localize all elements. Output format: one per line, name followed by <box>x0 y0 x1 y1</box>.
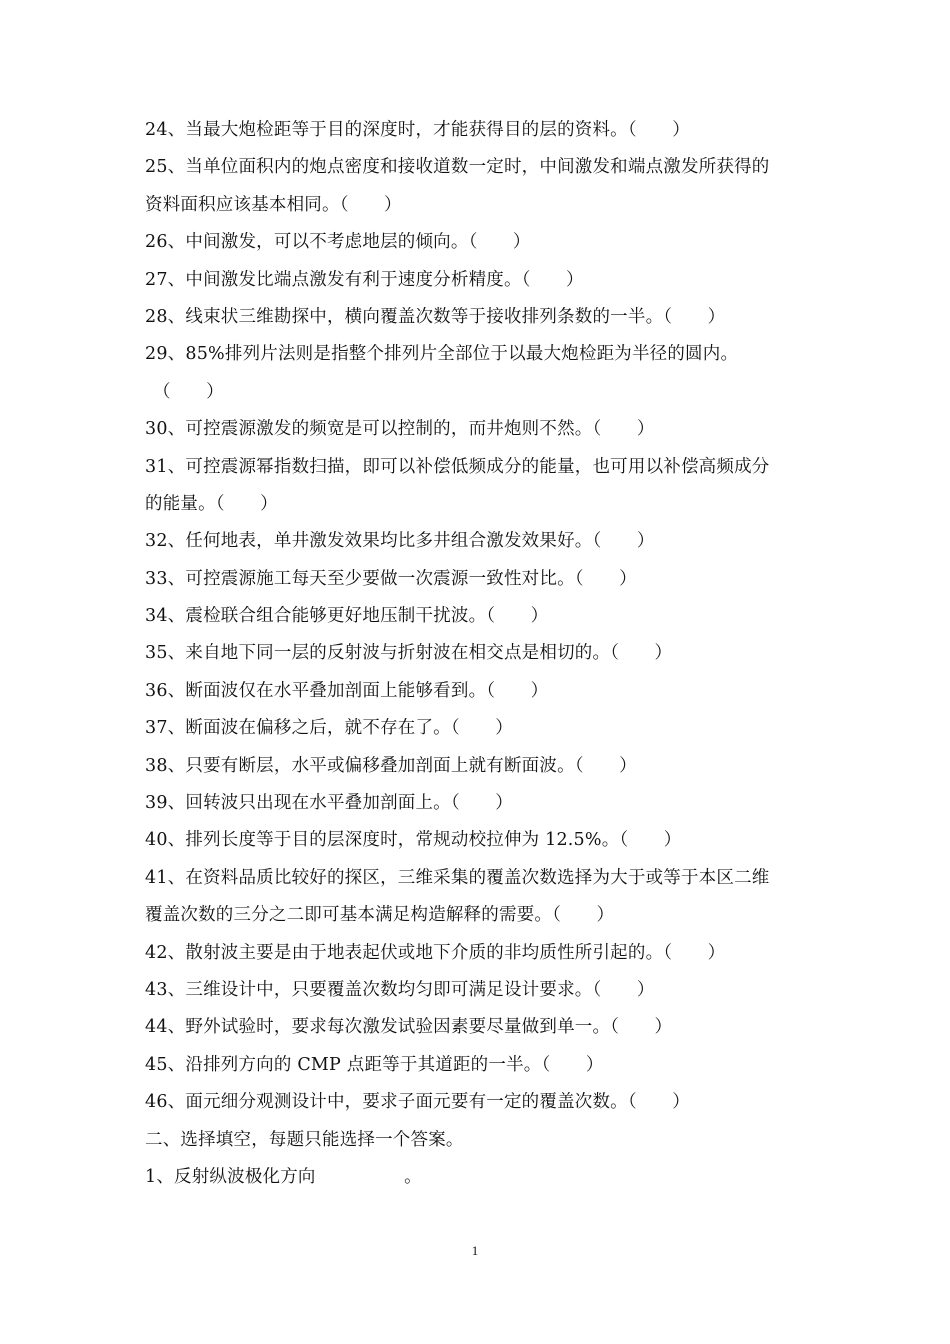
question-41-line-1: 41、在资料品质比较好的探区，三维采集的覆盖次数选择为大于或等于本区二维 <box>145 867 770 888</box>
question-40: 40、排列长度等于目的层深度时，常规动校拉伸为 12.5%。（ ） <box>145 830 682 851</box>
question-33: 33、可控震源施工每天至少要做一次震源一致性对比。（ ） <box>145 568 637 589</box>
question-42: 42、散射波主要是由于地表起伏或地下介质的非均质性所引起的。（ ） <box>145 942 726 963</box>
question-29-line-2: （ ） <box>153 381 224 402</box>
question-46: 46、面元细分观测设计中，要求子面元要有一定的覆盖次数。（ ） <box>145 1092 690 1113</box>
question-31-line-2: 的能量。（ ） <box>145 493 278 514</box>
question-34: 34、震检联合组合能够更好地压制干扰波。（ ） <box>145 606 549 627</box>
question-32: 32、任何地表，单井激发效果均比多井组合激发效果好。（ ） <box>145 531 655 552</box>
question-37: 37、断面波在偏移之后，就不存在了。（ ） <box>145 718 513 739</box>
question-35: 35、来自地下同一层的反射波与折射波在相交点是相切的。（ ） <box>145 643 673 664</box>
section-heading-multiple-choice: 二、选择填空，每题只能选择一个答案。 <box>145 1129 464 1150</box>
question-31-line-1: 31、可控震源幂指数扫描，即可以补偿低频成分的能量，也可用以补偿高频成分 <box>145 456 770 477</box>
question-44: 44、野外试验时，要求每次激发试验因素要尽量做到单一。（ ） <box>145 1017 673 1038</box>
question-41-line-2: 覆盖次数的三分之二即可基本满足构造解释的需要。（ ） <box>145 905 615 926</box>
question-27: 27、中间激发比端点激发有利于速度分析精度。（ ） <box>145 269 584 290</box>
question-25-line-1: 25、当单位面积内的炮点密度和接收道数一定时，中间激发和端点激发所获得的 <box>145 157 770 178</box>
question-45: 45、沿排列方向的 CMP 点距等于其道距的一半。（ ） <box>145 1054 604 1075</box>
question-26: 26、中间激发，可以不考虑地层的倾向。（ ） <box>145 232 531 253</box>
question-43: 43、三维设计中，只要覆盖次数均匀即可满足设计要求。（ ） <box>145 979 655 1000</box>
question-29-line-1: 29、85%排列片法则是指整个排列片全部位于以最大炮检距为半径的圆内。 <box>145 344 739 365</box>
question-38: 38、只要有断层，水平或偏移叠加剖面上就有断面波。（ ） <box>145 755 637 776</box>
question-39: 39、回转波只出现在水平叠加剖面上。（ ） <box>145 793 513 814</box>
question-28: 28、线束状三维勘探中，横向覆盖次数等于接收排列条数的一半。（ ） <box>145 306 726 327</box>
page-number: 1 <box>471 1243 479 1258</box>
document-body <box>145 112 815 1196</box>
question-24: 24、当最大炮检距等于目的深度时，才能获得目的层的资料。（ ） <box>145 120 690 140</box>
question-30: 30、可控震源激发的频宽是可以控制的，而井炮则不然。（ ） <box>145 419 655 440</box>
question-36: 36、断面波仅在水平叠加剖面上能够看到。（ ） <box>145 680 549 701</box>
choice-question-1: 1、反射纵波极化方向 。 <box>145 1166 422 1187</box>
question-25-line-2: 资料面积应该基本相同。（ ） <box>145 194 402 215</box>
